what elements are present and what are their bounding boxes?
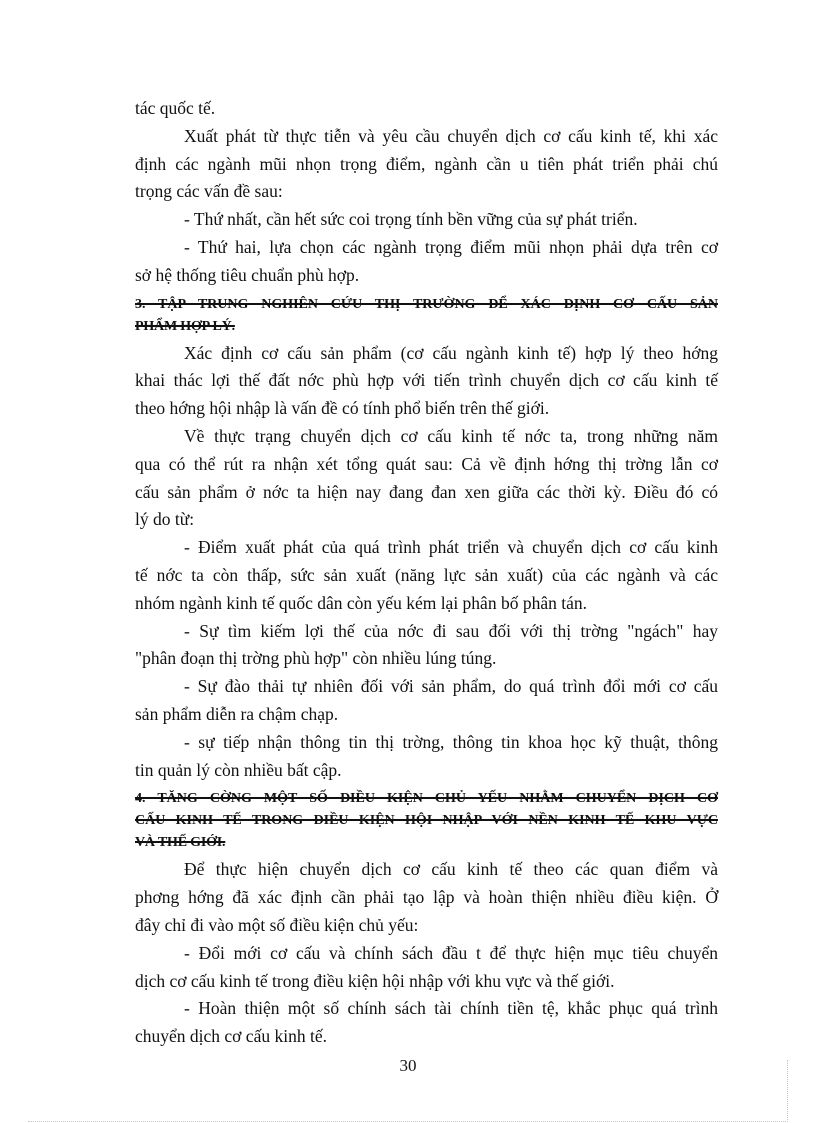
page-border-right: [787, 1060, 788, 1120]
paragraph-line: - Hoàn thiện một số chính sách tài chính tiền tệ, khắc phục quá trình: [184, 998, 718, 1019]
paragraph-line: Xuất phát từ thực tiễn và yêu cầu chuyển dịch cơ cấu kinh tế, khi xác: [184, 125, 718, 146]
paragraph-line: - Sự tìm kiếm lợi thế của nớc đi sau đối với thị trờng "ngách" hay: [184, 620, 718, 641]
paragraph-line: Xác định cơ cấu sản phẩm (cơ cấu ngành kinh tế) hợp lý theo hớng: [184, 342, 718, 363]
paragraph-line: dịch cơ cấu kinh tế trong điều kiện hội nhập với khu vực và thế giới.: [135, 970, 615, 991]
paragraph-line: Để thực hiện chuyển dịch cơ cấu kinh tế theo các quan điểm và: [184, 859, 718, 880]
paragraph-line: theo hớng hội nhập là vấn đề có tính phổ biến trên thế giới.: [135, 398, 550, 419]
section-heading-line: PHẨM HỢP LÝ.: [135, 318, 235, 334]
paragraph-line: sở hệ thống tiêu chuẩn phù hợp.: [135, 264, 360, 285]
paragraph-line: tác quốc tế.: [135, 98, 216, 118]
paragraph-line: chuyển dịch cơ cấu kinh tế.: [135, 1026, 327, 1047]
paragraph-line: sản phẩm diễn ra chậm chạp.: [135, 703, 339, 724]
section-heading-line: 3. TẬP TRUNG NGHIÊN CỨU THỊ TRƯỜNG ĐỂ XÁC ĐỊNH CƠ CẤU SẢN: [135, 296, 718, 312]
paragraph-line: phơng hớng đã xác định cần phải tạo lập và hoàn thiện nhiều điều kiện. Ở: [135, 887, 718, 908]
section-heading-line: 4. TĂNG CỜNG MỘT SỐ ĐIỀU KIỆN CHỦ YẾU NHẰM CHUYỂN DỊCH CƠ: [135, 791, 718, 807]
paragraph-line: - Điểm xuất phát của quá trình phát triển và chuyển dịch cơ cấu kinh: [184, 537, 718, 558]
paragraph-line: - Đổi mới cơ cấu và chính sách đầu t để thực hiện mục tiêu chuyển: [184, 942, 718, 963]
document-page: [135, 95, 718, 1051]
paragraph-line: - Sự đào thải tự nhiên đối với sản phẩm, do quá trình đổi mới cơ cấu: [184, 676, 718, 697]
paragraph-line: nhóm ngành kinh tế quốc dân còn yếu kém lại phân bố phân tán.: [135, 592, 587, 613]
paragraph-line: đây chỉ đi vào một số điều kiện chủ yếu:: [135, 914, 419, 935]
paragraph-line: - Thứ hai, lựa chọn các ngành trọng điểm mũi nhọn phải dựa trên cơ: [184, 236, 718, 257]
paragraph-line: - sự tiếp nhận thông tin thị trờng, thông tin khoa học kỹ thuật, thông: [184, 731, 718, 752]
paragraph-line: lý do từ:: [135, 509, 195, 530]
paragraph-line: - Thứ nhất, cần hết sức coi trọng tính bền vững của sự phát triển.: [184, 209, 638, 230]
paragraph-line: Về thực trạng chuyển dịch cơ cấu kinh tế nớc ta, trong những năm: [184, 425, 718, 446]
paragraph-line: tế nớc ta còn thấp, sức sản xuất (năng lực sản xuất) của các ngành và các: [135, 564, 718, 585]
paragraph-line: "phân đoạn thị trờng phù hợp" còn nhiều lúng túng.: [135, 648, 497, 669]
paragraph-line: qua có thể rút ra nhận xét tổng quát sau: Cả về định hớng thị trờng lẫn cơ: [135, 453, 718, 474]
paragraph-line: khai thác lợi thế đất nớc phù hợp với tiến trình chuyển dịch cơ cấu kinh tế: [135, 370, 718, 391]
paragraph-line: cấu sản phẩm ở nớc ta hiện nay đang đan xen giữa các thời kỳ. Điều đó có: [135, 481, 718, 502]
paragraph-line: trọng các vấn đề sau:: [135, 181, 283, 202]
page-number: 30: [399, 1056, 417, 1075]
page-border-bottom: [28, 1121, 788, 1122]
section-heading-line: VÀ THẾ GIỚI.: [135, 835, 226, 851]
paragraph-line: định các ngành mũi nhọn trọng điểm, ngành cần u tiên phát triển phải chú: [135, 153, 718, 174]
section-heading-line: CẤU KINH TẾ TRONG ĐIỀU KIỆN HỘI NHẬP VỚI NỀN KINH TẾ KHU VỰC: [135, 813, 718, 829]
paragraph-line: tin quản lý còn nhiều bất cập.: [135, 759, 342, 780]
